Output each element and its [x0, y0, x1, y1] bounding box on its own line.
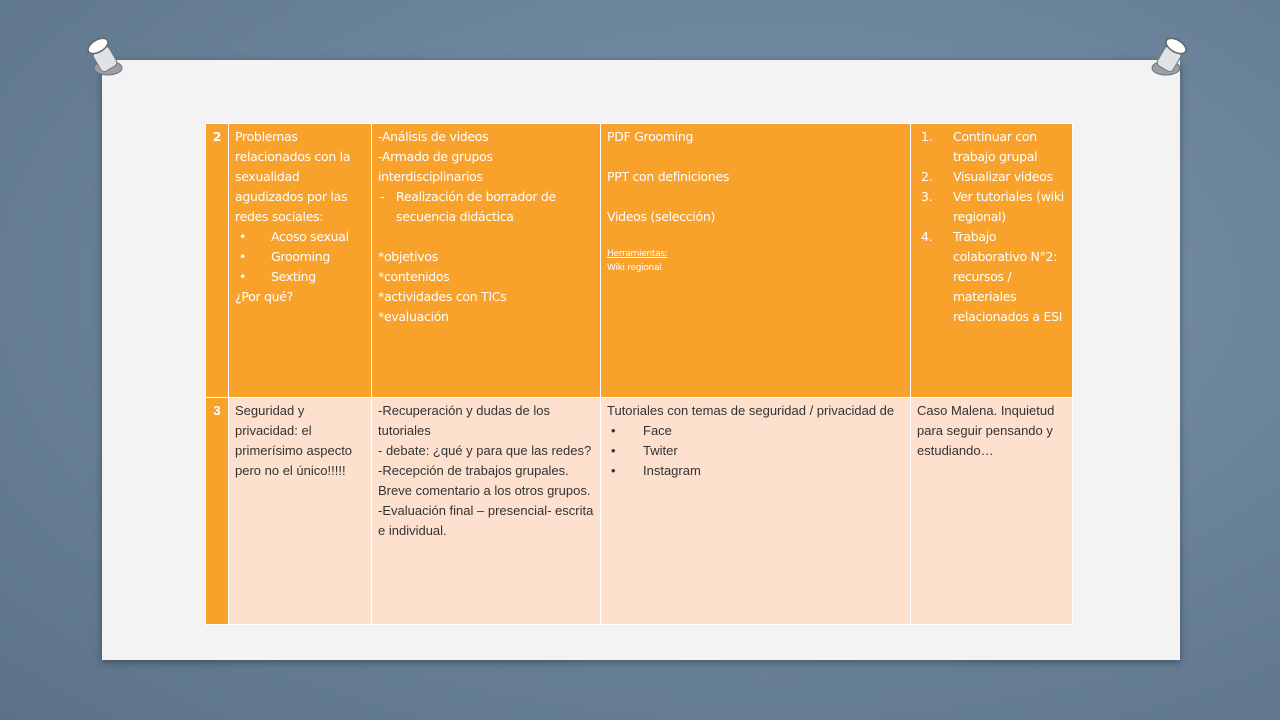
activity-star-line: *objetivos [378, 249, 438, 264]
resource-item: PDF Grooming [607, 129, 694, 144]
list-item: • Twiter [607, 441, 904, 461]
lesson-plan-table [205, 123, 1073, 625]
tasks-list [917, 127, 1066, 327]
row-number: 2 [206, 124, 229, 398]
resources-cell [601, 124, 911, 398]
table-row [206, 398, 1073, 625]
tools-value: Wiki regional [607, 263, 662, 273]
table-row [206, 124, 1073, 398]
tasks-cell [911, 124, 1073, 398]
tasks-text: Caso Malena. Inquietud para seguir pensando y estudiando… [917, 403, 1055, 458]
topic-text: Seguridad y privacidad: el primerísimo aspecto pero no el único!!!!! [235, 403, 353, 478]
list-item: • Face [607, 421, 904, 441]
pushpin-icon [1146, 34, 1194, 82]
list-item: 3. Ver tutoriales (wiki regional) [921, 189, 1064, 224]
activities-cell [372, 124, 601, 398]
pushpin-icon [80, 34, 128, 82]
activity-line: -Evaluación final – presencial- escrita e individual. [378, 503, 594, 538]
topic-question: ¿Por qué? [235, 289, 293, 304]
activity-star-line: *actividades con TICs [378, 289, 507, 304]
resource-bullets [607, 421, 904, 481]
topic-cell [229, 398, 372, 625]
resources-cell [601, 398, 911, 625]
activity-line: -Análisis de videos [378, 129, 489, 144]
activity-star-line: *contenidos [378, 269, 450, 284]
tools-label: Herramientas: [607, 249, 668, 259]
list-item: • Sexting [235, 267, 365, 287]
list-item: 4. Trabajo colaborativo N°2: recursos / materiales relacionados a ESI [921, 229, 1063, 324]
topic-cell [229, 124, 372, 398]
list-item: • Grooming [235, 247, 365, 267]
tasks-cell [911, 398, 1073, 625]
activity-line: -Recuperación y dudas de los tutoriales [378, 403, 550, 438]
resource-item: PPT con definiciones [607, 169, 730, 184]
list-item: • Instagram [607, 461, 904, 481]
activity-line: -Armado de grupos interdisciplinarios [378, 149, 493, 184]
resource-item: Videos (selección) [607, 209, 716, 224]
activity-dash-list [378, 187, 594, 227]
list-item: - Realización de borrador de secuencia didáctica [378, 187, 594, 227]
resource-intro: Tutoriales con temas de seguridad / privacidad de [607, 403, 895, 418]
activities-cell [372, 398, 601, 625]
topic-bullets [235, 227, 365, 287]
list-item: 1. Continuar con trabajo grupal [921, 129, 1038, 164]
activity-star-line: *evaluación [378, 309, 449, 324]
list-item: • Acoso sexual [235, 227, 365, 247]
activity-line: -Recepción de trabajos grupales. Breve comentario a los otros grupos. [378, 463, 591, 498]
activity-line: - debate: ¿qué y para que las redes? [378, 443, 592, 458]
topic-intro: Problemas relacionados con la sexualidad agudizados por las redes sociales: [235, 129, 351, 224]
row-number: 3 [206, 398, 229, 625]
list-item: 2. Visualizar videos [921, 169, 1053, 184]
